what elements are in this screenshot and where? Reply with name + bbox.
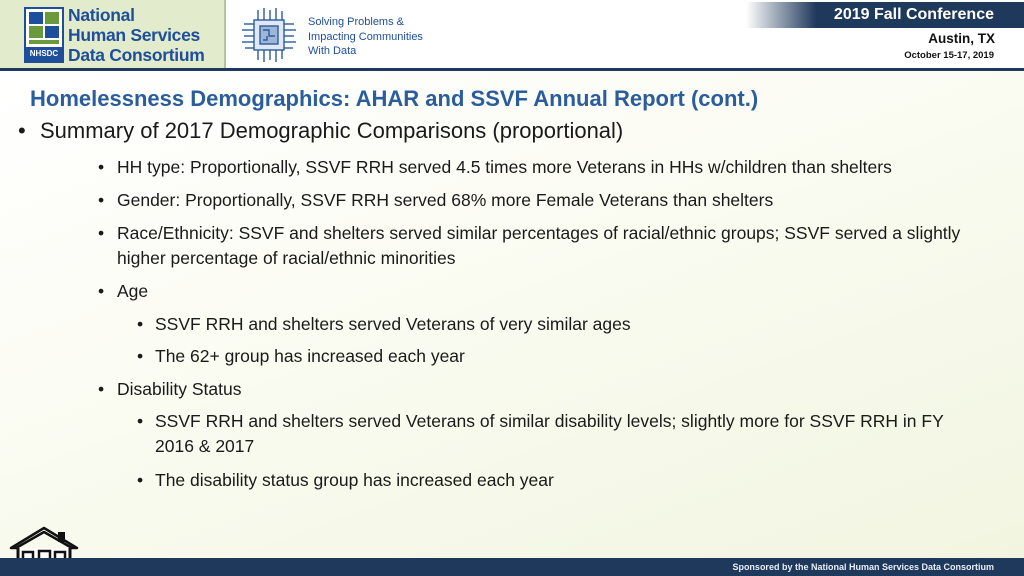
conference-banner xyxy=(746,2,1024,28)
bullet-text: The disability status group has increased each year xyxy=(155,470,554,490)
bullet-text: HH type: Proportionally, SSVF RRH served 4.5 times more Veterans in HHs w/children than shelters xyxy=(117,157,892,177)
bullet-icon: • xyxy=(98,379,105,399)
bullet-icon: • xyxy=(137,314,144,334)
conference-dates: October 15-17, 2019 xyxy=(904,50,994,61)
bullet-text: Race/Ethnicity: SSVF and shelters served similar percentages of racial/ethnic groups; SSVF served a slightly higher percentage of racial/ethnic minorities xyxy=(117,223,961,268)
bullet-icon: • xyxy=(98,223,105,243)
footer-bar xyxy=(0,558,1024,576)
logo-grid-icon xyxy=(24,7,64,63)
bullet-age xyxy=(98,279,998,304)
bullet-gender xyxy=(98,188,998,213)
bullet-hh-type xyxy=(98,155,998,180)
bullet-text: Summary of 2017 Demographic Comparisons (proportional) xyxy=(40,118,624,143)
conference-title: 2019 Fall Conference xyxy=(833,6,994,23)
bullet-age-similar xyxy=(137,312,987,337)
circuit-chip-icon xyxy=(240,6,298,64)
bullet-text: SSVF RRH and shelters served Veterans of very similar ages xyxy=(155,314,631,334)
tagline-line-2: Impacting Communities xyxy=(308,30,423,43)
bullet-text: The 62+ group has increased each year xyxy=(155,346,465,366)
bullet-age-62-plus xyxy=(137,344,987,369)
bullet-icon: • xyxy=(98,281,105,301)
bullet-disability xyxy=(98,377,998,402)
bullet-race-ethnicity xyxy=(98,221,998,271)
slide-content xyxy=(0,71,1024,558)
bullet-disability-increased xyxy=(137,468,987,493)
logo-line-3: Data Consortium xyxy=(68,45,205,65)
logo-wordmark xyxy=(68,5,204,65)
tagline-line-1: Solving Problems & xyxy=(308,16,404,28)
logo-line-2: Human Services xyxy=(68,25,200,45)
bullet-text: Gender: Proportionally, SSVF RRH served 68% more Female Veterans than shelters xyxy=(117,190,774,210)
bullet-text: SSVF RRH and shelters served Veterans of similar disability levels; slightly more for SSVF RRH in FY 2016 & 2017 xyxy=(155,411,944,456)
bullet-text: Age xyxy=(117,281,149,301)
bullet-icon: • xyxy=(137,346,144,366)
sponsor-text: Sponsored by the National Human Services Data Consortium xyxy=(732,562,994,572)
bullet-icon: • xyxy=(18,118,26,143)
bullet-icon: • xyxy=(137,411,144,431)
conference-city: Austin, TX xyxy=(928,31,995,46)
tagline-line-3: With Data xyxy=(308,45,357,57)
nhsdc-logo xyxy=(0,0,226,68)
tagline xyxy=(308,15,423,59)
bullet-text: Disability Status xyxy=(117,379,242,399)
bullet-disability-similar xyxy=(137,409,987,459)
bullet-summary xyxy=(18,117,1008,145)
bullet-icon: • xyxy=(137,470,144,490)
header xyxy=(0,0,1024,68)
slide-title: Homelessness Demographics: AHAR and SSVF Annual Report (cont.) xyxy=(30,86,759,111)
bullet-icon: • xyxy=(98,157,105,177)
logo-abbreviation: NHSDC xyxy=(26,47,62,61)
logo-line-1: National xyxy=(68,5,135,25)
bullet-icon: • xyxy=(98,190,105,210)
